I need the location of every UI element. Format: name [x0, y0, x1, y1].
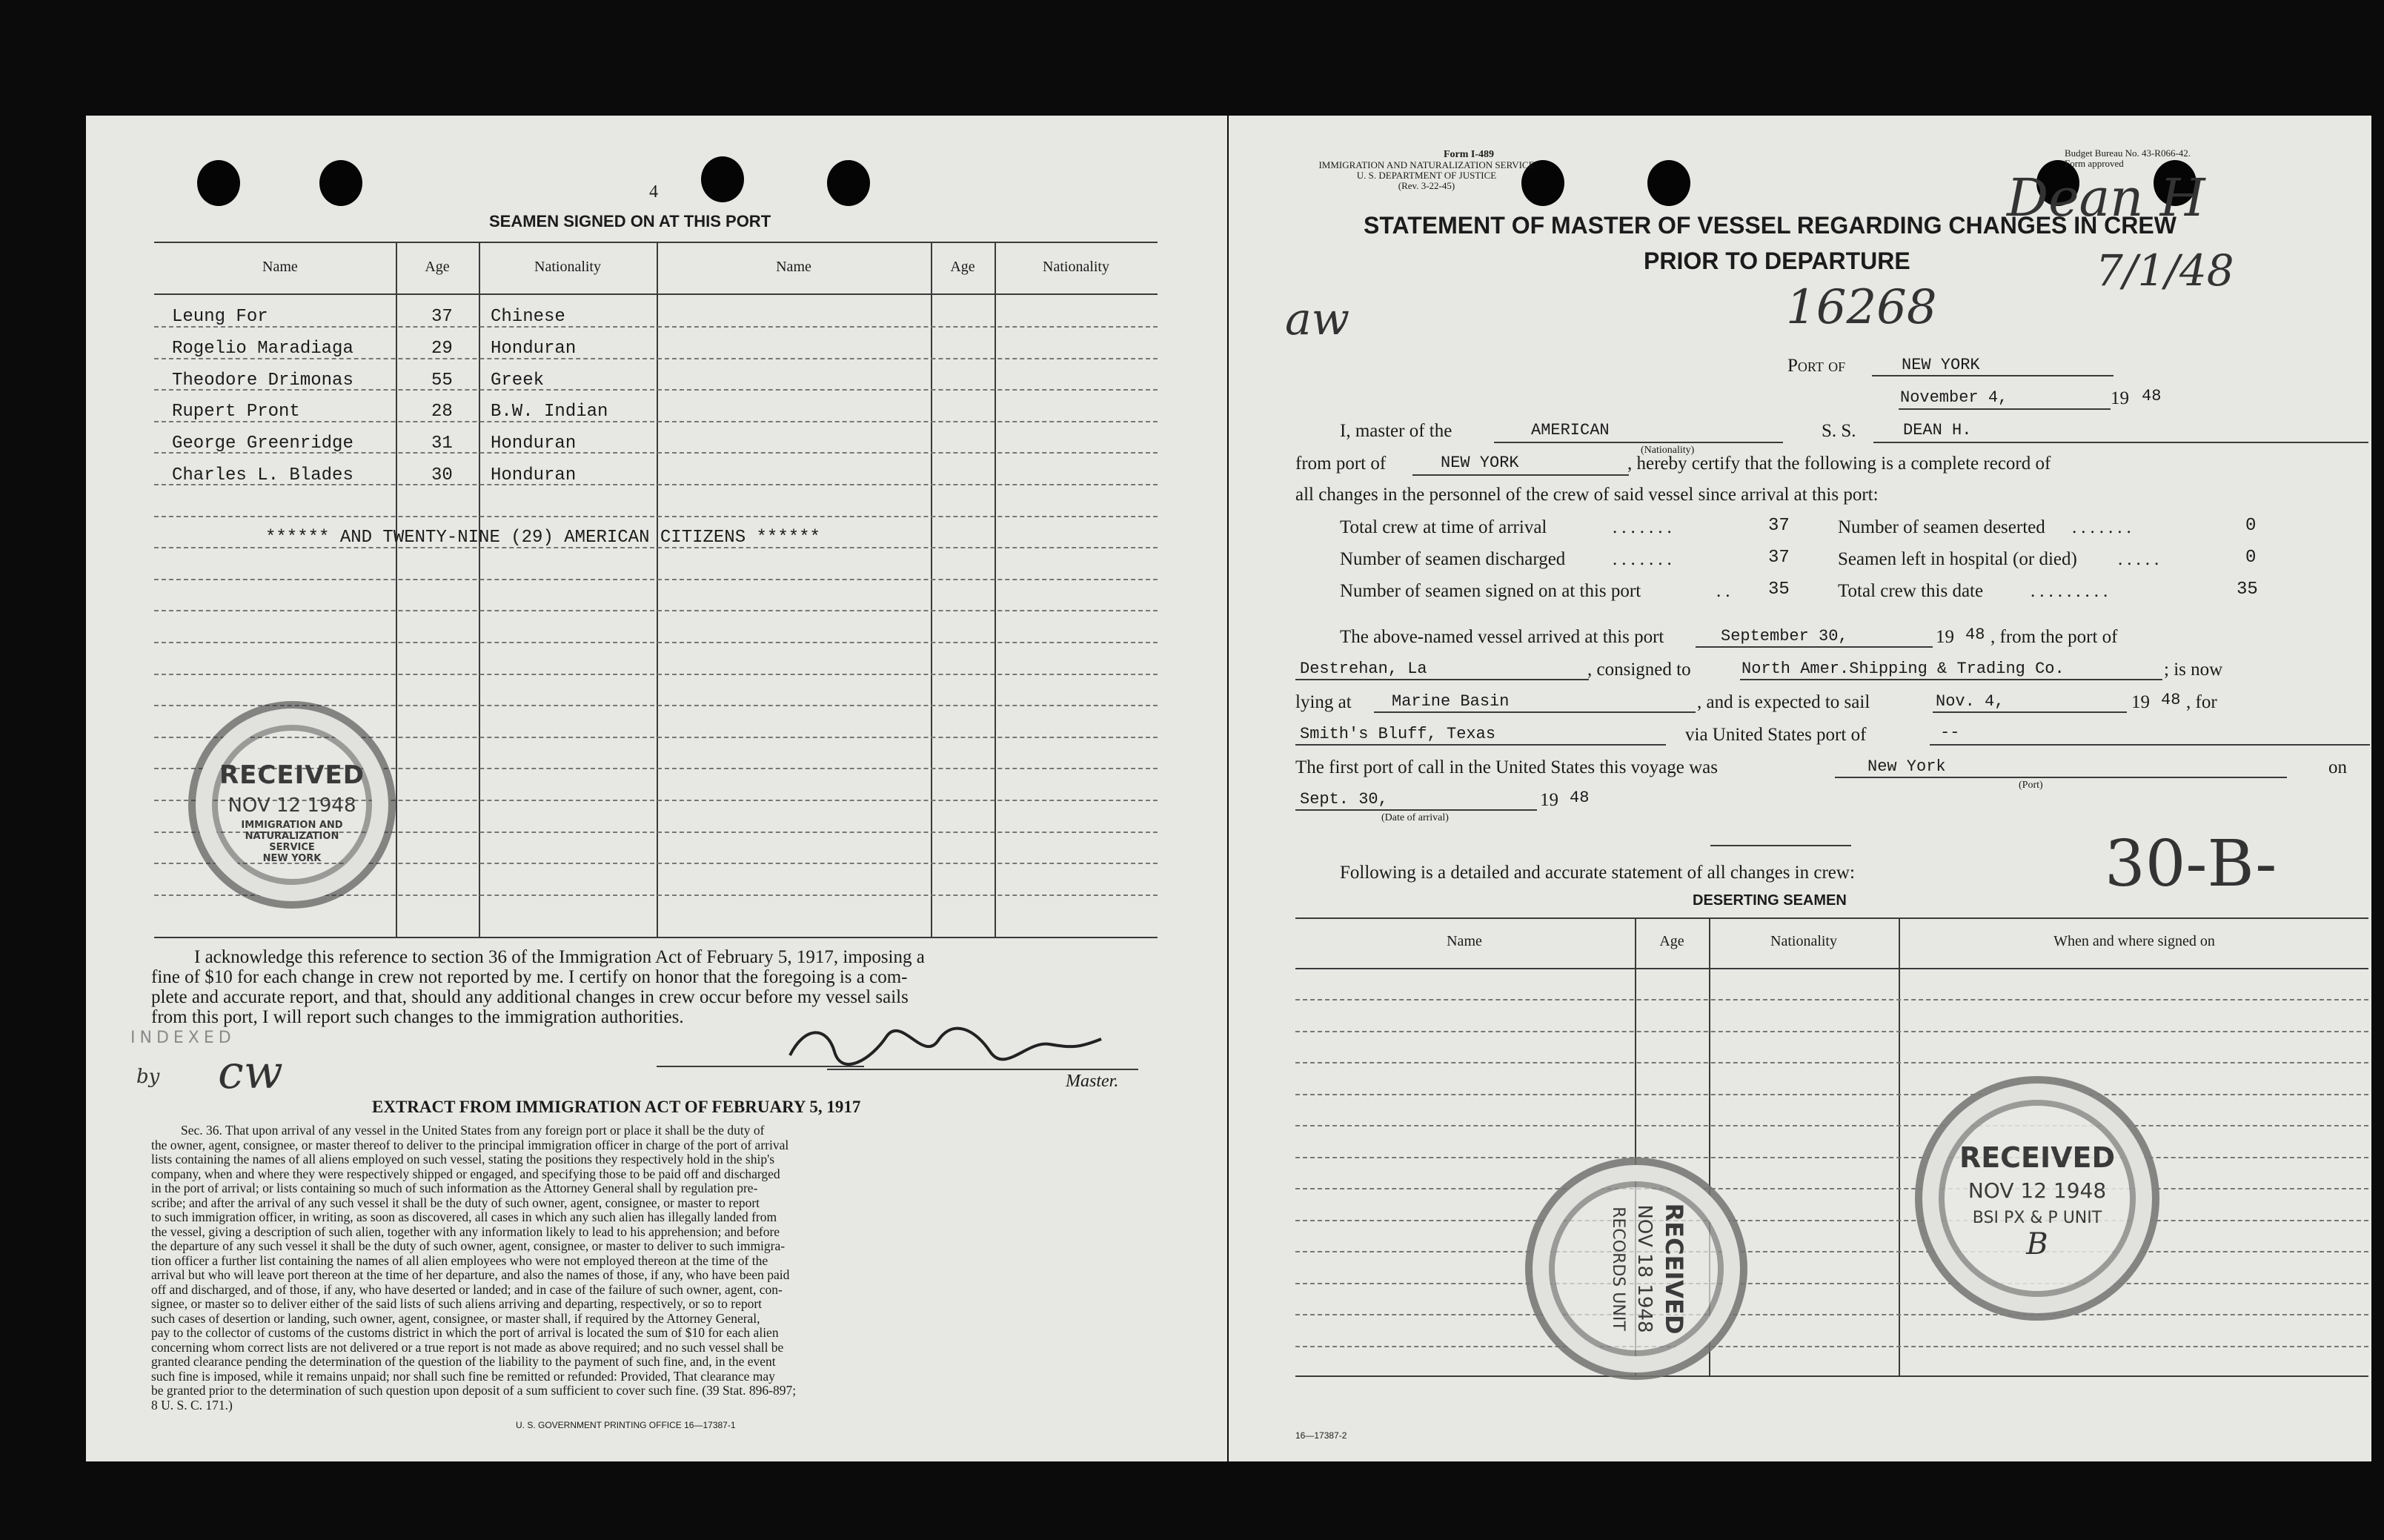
ack-line: plete and accurate report, and that, should any additional changes in crew occur before my vessel sails: [151, 987, 909, 1007]
agency-line: U. S. DEPARTMENT OF JUSTICE: [1356, 170, 1497, 181]
received-stamp: [188, 701, 396, 909]
handwritten-initials: aw: [1285, 293, 1350, 345]
ruled-line: [1295, 1062, 2368, 1064]
stamp-date: NOV 12 1948: [228, 794, 356, 817]
seaman-name: Rogelio Maradiaga: [172, 339, 353, 359]
sail-year: 48: [2161, 691, 2181, 709]
ruled-line: [154, 610, 1158, 612]
des-col-age: Age: [1659, 933, 1684, 949]
port-value: NEW YORK: [1902, 356, 1980, 374]
printer-line: U. S. GOVERNMENT PRINTING OFFICE 16—17387-1: [516, 1420, 736, 1430]
seaman-nationality: B.W. Indian: [491, 402, 608, 422]
budget-line: Form approved: [2065, 158, 2124, 169]
ack-line: fine of $10 for each change in crew not reported by me. I certify on honor that the foregoing is a com-: [151, 967, 908, 987]
col-header-name: Name: [262, 259, 298, 275]
arrived-year: 48: [1965, 625, 1985, 644]
arrived-label: The above-named vessel arrived at this port: [1340, 627, 1664, 647]
seaman-nationality: Honduran: [491, 339, 577, 359]
acknowledgement: [151, 947, 925, 1027]
punch-hole: [319, 160, 362, 206]
extract-line: arrival but who will leave port thereon at the time of her departure, and also the names of those, if any, who have been paid: [151, 1267, 790, 1282]
ruled-line: [1295, 1283, 2368, 1285]
punch-hole: [1647, 160, 1690, 206]
col-header-age-2: Age: [950, 259, 975, 275]
on-label: on: [2328, 757, 2347, 777]
from-port-of-label: , from the port of: [1990, 627, 2118, 647]
seaman-age: 31: [431, 434, 453, 454]
ruled-line: [1295, 1157, 2368, 1159]
stat-hospital-value: 0: [2245, 548, 2257, 568]
stat-signed-value: 35: [1768, 580, 1790, 600]
first-port-label: The first port of call in the United States this voyage was: [1295, 757, 1719, 777]
ruled-line: [154, 674, 1158, 676]
handwritten-file-number: 16268: [1786, 280, 1937, 335]
form-number: Form I-489: [1444, 149, 1495, 160]
ruled-line: [154, 326, 1158, 328]
extract-line: to such immigration officer, in writing, as soon as discovered, all cases in which any such alien has illegally landed from: [151, 1209, 777, 1224]
date-value: November 4,: [1900, 388, 2008, 407]
stat-discharged-label: Number of seamen discharged: [1340, 549, 1566, 569]
ruled-line: [1295, 1251, 2368, 1253]
form-subtitle: PRIOR TO DEPARTURE: [1644, 248, 1910, 274]
extract-line: lists containing the names of all aliens employed on such vessel, stating the positions they respectively hold in the ship's: [151, 1152, 775, 1166]
indexed-by-initials: cw: [218, 1045, 283, 1099]
is-now-label: ; is now: [2164, 660, 2223, 680]
from-port-label: from port of: [1295, 454, 1387, 474]
port-caption: (Port): [2019, 780, 2043, 791]
stamp-date: NOV 18 1948: [1633, 1204, 1656, 1333]
extract-line: signee, or master so to deliver either of the said lists of such aliens arriving and departing, respectively, or so to report: [151, 1296, 763, 1311]
extract-line: the vessel, giving a description of such alien, together with any information likely to lead to his apprehension; and before: [151, 1224, 780, 1239]
stat-hospital-label: Seamen left in hospital (or died): [1838, 549, 2077, 569]
nationality-caption: (Nationality): [1641, 445, 1695, 456]
budget-block: [2065, 148, 2191, 169]
seaman-nationality: Greek: [491, 371, 545, 391]
extract-line: the owner, agent, consignee, or master thereof to deliver to the principal immigration officer in charge of the port of arrival: [151, 1137, 789, 1152]
extract-text: [151, 1124, 796, 1413]
following-text: Following is a detailed and accurate statement of all changes in crew:: [1340, 863, 1855, 883]
seaman-name: Charles L. Blades: [172, 465, 353, 485]
changes-text: all changes in the personnel of the crew of said vessel since arrival at this port:: [1295, 485, 1879, 505]
ruled-line: [154, 421, 1158, 423]
consigned-label: , consigned to: [1587, 660, 1691, 680]
ruled-line: [1295, 1125, 2368, 1127]
records-unit-stamp: [1525, 1158, 1747, 1380]
stat-arrival-value: 37: [1768, 516, 1790, 536]
extract-line: off and discharged, and of those, if any, who have deserted or landed; and in case of the failure of such owner, agent, con-: [151, 1281, 783, 1297]
stamp-line: NATURALIZATION: [245, 831, 339, 842]
seaman-name: Rupert Pront: [172, 402, 300, 422]
stat-discharged-value: 37: [1768, 548, 1790, 568]
seaman-age: 29: [431, 339, 453, 359]
budget-line: Budget Bureau No. 43-R066-42.: [2065, 147, 2191, 159]
ack-line: from this port, I will report such changes to the immigration authorities.: [151, 1007, 684, 1027]
stat-signed-label: Number of seamen signed on at this port: [1340, 581, 1641, 601]
extract-line: granted clearance pending the determination of the question of the liability to the payment of such fine, and, in the event: [151, 1354, 776, 1369]
seaman-age: 55: [431, 371, 453, 391]
des-col-nationality: Nationality: [1770, 933, 1837, 949]
port-label: Port of: [1787, 356, 1846, 376]
seaman-name: Leung For: [172, 307, 268, 327]
consignee: North Amer.Shipping & Trading Co.: [1741, 660, 2065, 678]
section-title: SEAMEN SIGNED ON AT THIS PORT: [489, 212, 771, 230]
ruled-line: [1295, 1220, 2368, 1222]
col-header-nationality-2: Nationality: [1043, 259, 1109, 275]
stamp-initial: B: [2026, 1227, 2048, 1261]
left-page: [86, 116, 1227, 1461]
extract-line: pay to the collector of customs of the customs district in which the port of arrival is located the sum of $10 for each alien: [151, 1325, 779, 1340]
deserting-title: DESERTING SEAMEN: [1693, 892, 1847, 909]
destination: Smith's Bluff, Texas: [1300, 725, 1496, 743]
des-col-signed-on: When and where signed on: [2053, 933, 2215, 949]
stamp-received-text: RECEIVED: [1959, 1141, 2116, 1174]
extract-title: EXTRACT FROM IMMIGRATION ACT OF FEBRUARY 5, 1917: [372, 1098, 861, 1116]
arrived-date: September 30,: [1721, 627, 1848, 645]
from-port-value: NEW YORK: [1441, 454, 1519, 472]
extract-line: tion officer a further list containing the names of all alien employees who were not employed thereon at the time of the: [151, 1252, 768, 1268]
stamp-date: NOV 12 1948: [1968, 1178, 2107, 1203]
by-label: by: [136, 1066, 160, 1088]
first-year: 48: [1570, 789, 1590, 807]
ruled-line: [1295, 999, 2368, 1001]
ruled-line: [1295, 1314, 2368, 1316]
via-label: via United States port of: [1685, 725, 1867, 745]
des-col-name: Name: [1447, 933, 1482, 949]
page-number: 4: [649, 182, 658, 202]
year-value: 48: [2142, 387, 2162, 405]
handwritten-date: 7/1/48: [2096, 245, 2234, 296]
extract-line: be granted prior to the determination of such question upon deposit of a sum sufficient to cover such fine. (39 Stat. 896-897;: [151, 1383, 797, 1398]
stamp-line: NEW YORK: [262, 853, 322, 864]
col-header-name-2: Name: [776, 259, 811, 275]
extract-line: the departure of any such vessel it shall be the duty of such owner, agent, consignee, or master to deliver to such immigra-: [151, 1238, 786, 1253]
stamp-line: SERVICE: [269, 842, 315, 853]
first-port-value: New York: [1867, 757, 1946, 776]
extract-line: 8 U. S. C. 171.): [151, 1397, 233, 1413]
punch-hole: [197, 160, 240, 206]
extract-line: Sec. 36. That upon arrival of any vessel in the United States from any foreign port or place it shall be the duty of: [181, 1123, 765, 1138]
stat-deserted-label: Number of seamen deserted: [1838, 517, 2045, 537]
vessel-name: DEAN H.: [1903, 421, 1972, 439]
master-label: I, master of the: [1340, 421, 1452, 441]
seaman-age: 30: [431, 465, 453, 485]
seaman-nationality: Honduran: [491, 434, 577, 454]
seaman-name: Theodore Drimonas: [172, 371, 353, 391]
summary-line: ****** AND TWENTY-NINE (29) AMERICAN CITIZENS ******: [265, 528, 820, 548]
indexed-stamp: INDEXED: [130, 1029, 236, 1047]
ruled-line: [1295, 1031, 2368, 1033]
form-title: STATEMENT OF MASTER OF VESSEL REGARDING CHANGES IN CREW: [1364, 212, 2177, 239]
received-stamp-bsi: [1915, 1076, 2159, 1321]
seaman-age: 37: [431, 307, 453, 327]
right-page: Form I-489 IMMIGRATION AND NATURALIZATION SERVICE U. S. DEPARTMENT OF JUSTICE (Rev. 3-22-45) Budget Bureau No. 43-R066-42. Form approved Dean H 7/1/48 STATEMENT OF MASTER OF VESSEL REGARDING CHANGES IN CREW PRIOR TO DEPARTURE 16268 aw Port of NEW YORK November 4, 19 48 I, master of the AMERICAN (Nationality) S. S. DEAN H. from port of NEW YORK , hereby certify that the following is a complete record of all changes in the personnel of the crew of said vessel since arrival at this port: Total crew at time of arrival ....... 37 Number of seamen discharged ....... 37 Number of seamen signed on at this port .. 35 Number of seamen deserted ....... 0 Seamen left in hospital (or died) ..... 0 Total crew this date ......... 35 The above-named vessel arrived at this port September 30, 19 48 , from the port of Destrehan, La , consigned to North Amer.Shipping & Trading Co. ; is now lying at Marine Basin , and is expected to sail Nov. 4, 19 48 , for Smith's Bluff, Texas via United States port of -- The first port of call in the United States this voyage was New York (Port) on Sept. 30, 19 48 (Date of arrival) Following is a detailed and accurate statement of all changes in crew: 30-B- DESERTING SEAMEN Name Age Nationality When and where signed on RECEIVED NOV 12 1948 BSI PX & P UNIT B RECEIVED NOV 18 1948 RECORDS UNIT 16—17387-2: [1229, 116, 2371, 1461]
stamp-unit: BSI PX & P UNIT: [1972, 1209, 2102, 1227]
extract-line: concerning whom correct lists are not delivered or a true report is not made as above required; and no such vessel shall be: [151, 1339, 784, 1355]
seaman-name: George Greenridge: [172, 434, 353, 454]
stamp-received-text: RECEIVED: [219, 760, 365, 790]
extract-line: in the port of arrival; or lists containing so much of such information as the Attorney General shall by regulation pre-: [151, 1181, 758, 1195]
ruled-line: [154, 579, 1158, 581]
seaman-nationality: Chinese: [491, 307, 565, 327]
agency-block: [1304, 160, 1549, 191]
extract-line: company, when and where they were respectively shipped or engaged, and specifying those to be paid off and discharged: [151, 1166, 780, 1181]
handwritten-file-code: 30-B-: [2105, 827, 2277, 901]
origin-port: Destrehan, La: [1300, 660, 1427, 678]
stat-deserted-value: 0: [2245, 516, 2257, 536]
lying-value: Marine Basin: [1392, 692, 1510, 711]
master-label: Master.: [1066, 1072, 1119, 1091]
ruled-line: [1295, 1094, 2368, 1096]
date-caption: (Date of arrival): [1381, 812, 1449, 823]
certify-text: , hereby certify that the following is a complete record of: [1627, 454, 2051, 474]
seaman-age: 28: [431, 402, 453, 422]
ruled-line: [1295, 1188, 2368, 1190]
year-prefix: 19: [2111, 388, 2129, 408]
ack-line: I acknowledge this reference to section 36 of the Immigration Act of February 5, 1917, imposing a: [194, 947, 925, 967]
punch-hole: [701, 156, 744, 202]
agency-line: IMMIGRATION AND NATURALIZATION SERVICE: [1318, 159, 1535, 170]
stamp-received-text: RECEIVED: [1660, 1203, 1688, 1335]
agency-line: (Rev. 3-22-45): [1398, 180, 1455, 191]
expected-label: , and is expected to sail: [1697, 692, 1870, 712]
ruled-line: [154, 642, 1158, 644]
punch-hole: [827, 160, 870, 206]
extract-line: such cases of desertion or landing, such owner, agent, consignee, or master shall, if required by the Attorney General,: [151, 1310, 760, 1326]
via-value: --: [1940, 723, 1960, 742]
printer-line: 16—17387-2: [1295, 1430, 1347, 1441]
for-label: , for: [2186, 692, 2217, 712]
nationality-value: AMERICAN: [1531, 421, 1610, 439]
extract-line: such fine is imposed, while it remains unpaid; nor shall such fine be remitted or refunded: Provided, That clearance may: [151, 1368, 775, 1384]
master-signature: [783, 1018, 1109, 1070]
ruled-line: [1295, 1346, 2368, 1348]
handwritten-vessel: Dean H: [2007, 167, 2205, 228]
extract-line: scribe; and after the arrival of any such vessel it shall be the duty of such owner, agent, consignee, or master to report: [151, 1195, 760, 1210]
stat-total-label: Total crew this date: [1838, 581, 1984, 601]
stamp-unit: RECORDS UNIT: [1609, 1207, 1627, 1331]
col-header-nationality: Nationality: [534, 259, 601, 275]
sail-date: Nov. 4,: [1936, 692, 2005, 711]
ss-label: S. S.: [1822, 421, 1856, 441]
ruled-line: [154, 516, 1158, 518]
stat-arrival-label: Total crew at time of arrival: [1340, 517, 1547, 537]
stamp-line: IMMIGRATION AND: [241, 820, 343, 831]
stat-total-value: 35: [2237, 580, 2258, 600]
lying-label: lying at: [1295, 692, 1352, 712]
first-date: Sept. 30,: [1300, 790, 1388, 809]
seaman-nationality: Honduran: [491, 465, 577, 485]
col-header-age: Age: [425, 259, 450, 275]
